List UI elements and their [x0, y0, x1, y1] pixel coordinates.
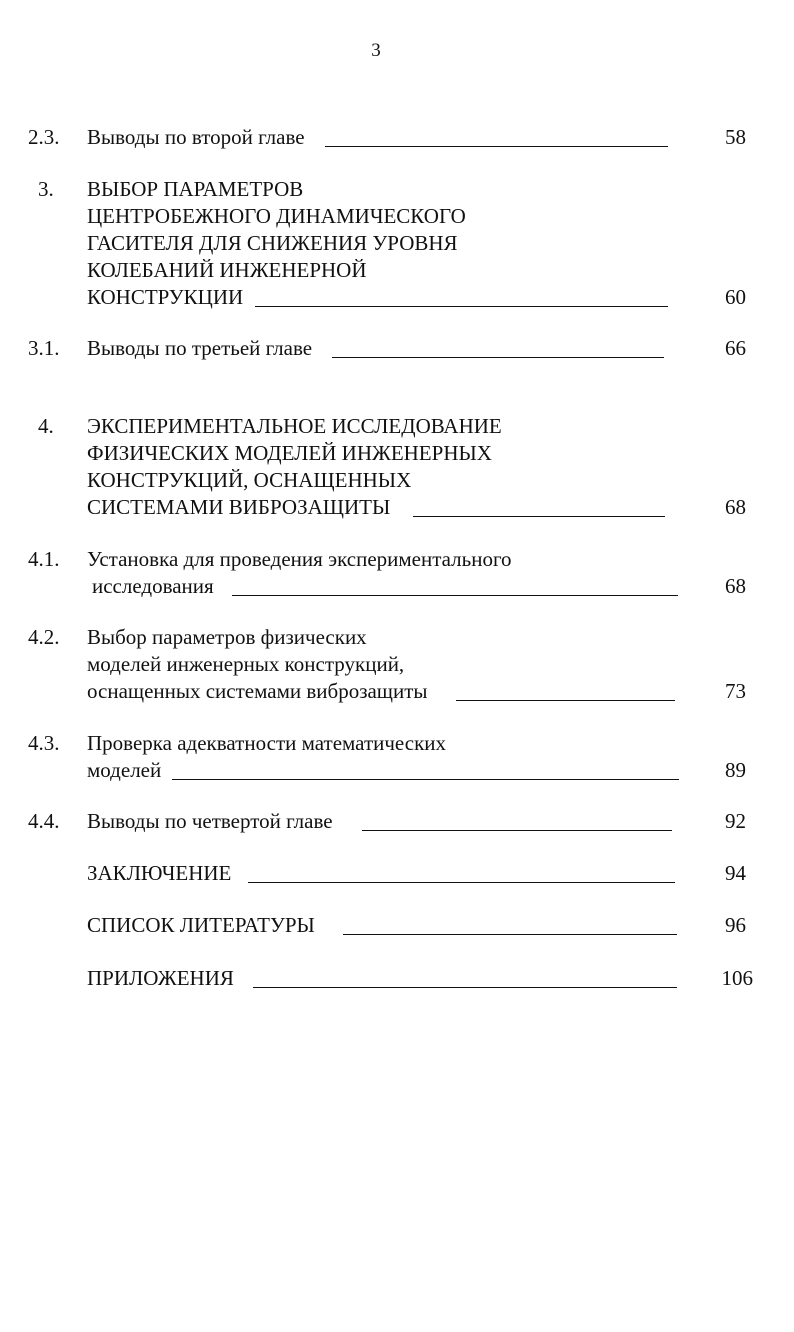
toc-entry-title-line: Выбор параметров физических [87, 625, 367, 649]
toc-entry-title-line: ФИЗИЧЕСКИХ МОДЕЛЕЙ ИНЖЕНЕРНЫХ [87, 441, 492, 465]
toc-entry-number: 3. [38, 177, 54, 201]
dotted-leader [362, 830, 672, 831]
toc-entry-page: 60 [725, 285, 746, 309]
dotted-leader [456, 700, 675, 701]
toc-entry-title-line: Установка для проведения экспериментального [87, 547, 512, 571]
toc-entry-number: 4.4. [28, 809, 60, 833]
toc-entry-page: 106 [721, 966, 753, 990]
toc-entry-title-line: исследования [92, 574, 214, 598]
dotted-leader [253, 987, 677, 988]
toc-entry-title-line: КОНСТРУКЦИЙ, ОСНАЩЕННЫХ [87, 468, 412, 492]
toc-entry-number: 2.3. [28, 125, 60, 149]
toc-entry-title-line: КОЛЕБАНИЙ ИНЖЕНЕРНОЙ [87, 258, 367, 282]
toc-entry-page: 68 [725, 574, 746, 598]
toc-entry-number: 4.2. [28, 625, 60, 649]
toc-entry-number: 4.1. [28, 547, 60, 571]
toc-entry-page: 66 [725, 336, 746, 360]
toc-entry-title: Выводы по третьей главе [87, 336, 313, 360]
toc-entry-page: 96 [725, 913, 746, 937]
toc-entry-title: СПИСОК ЛИТЕРАТУРЫ [87, 913, 315, 937]
toc-entry-title-line: ЭКСПЕРИМЕНТАЛЬНОЕ ИССЛЕДОВАНИЕ [87, 414, 502, 438]
toc-entry-page: 89 [725, 758, 746, 782]
page-number: 3 [371, 40, 381, 61]
toc-entry-number: 4. [38, 414, 54, 438]
toc-entry-page: 92 [725, 809, 746, 833]
toc-entry-title-line: моделей [87, 758, 162, 782]
dotted-leader [255, 306, 668, 307]
toc-entry-title-line: Проверка адекватности математических [87, 731, 447, 755]
dotted-leader [232, 595, 678, 596]
dotted-leader [332, 357, 664, 358]
toc-entry-page: 68 [725, 495, 746, 519]
toc-entry-title: ЗАКЛЮЧЕНИЕ [87, 861, 232, 885]
toc-entry-title-line: КОНСТРУКЦИИ [87, 285, 244, 309]
toc-entry-title-line: СИСТЕМАМИ ВИБРОЗАЩИТЫ [87, 495, 391, 519]
dotted-leader [413, 516, 665, 517]
toc-entry-title-line: ГАСИТЕЛЯ ДЛЯ СНИЖЕНИЯ УРОВНЯ [87, 231, 458, 255]
toc-entry-title: Выводы по второй главе [87, 125, 305, 149]
toc-entry-title-line: ВЫБОР ПАРАМЕТРОВ [87, 177, 304, 201]
toc-entry-title-line: ЦЕНТРОБЕЖНОГО ДИНАМИЧЕСКОГО [87, 204, 466, 228]
toc-entry-page: 73 [725, 679, 746, 703]
toc-entry-page: 58 [725, 125, 746, 149]
toc-entry-title-line: моделей инженерных конструкций, [87, 652, 405, 676]
toc-entry-number: 4.3. [28, 731, 60, 755]
dotted-leader [172, 779, 679, 780]
toc-entry-title: ПРИЛОЖЕНИЯ [87, 966, 234, 990]
dotted-leader [248, 882, 675, 883]
dotted-leader [343, 934, 677, 935]
toc-entry-page: 94 [725, 861, 746, 885]
toc-entry-number: 3.1. [28, 336, 60, 360]
toc-entry-title: Выводы по четвертой главе [87, 809, 333, 833]
dotted-leader [325, 146, 668, 147]
toc-entry-title-line: оснащенных системами виброзащиты [87, 679, 428, 703]
